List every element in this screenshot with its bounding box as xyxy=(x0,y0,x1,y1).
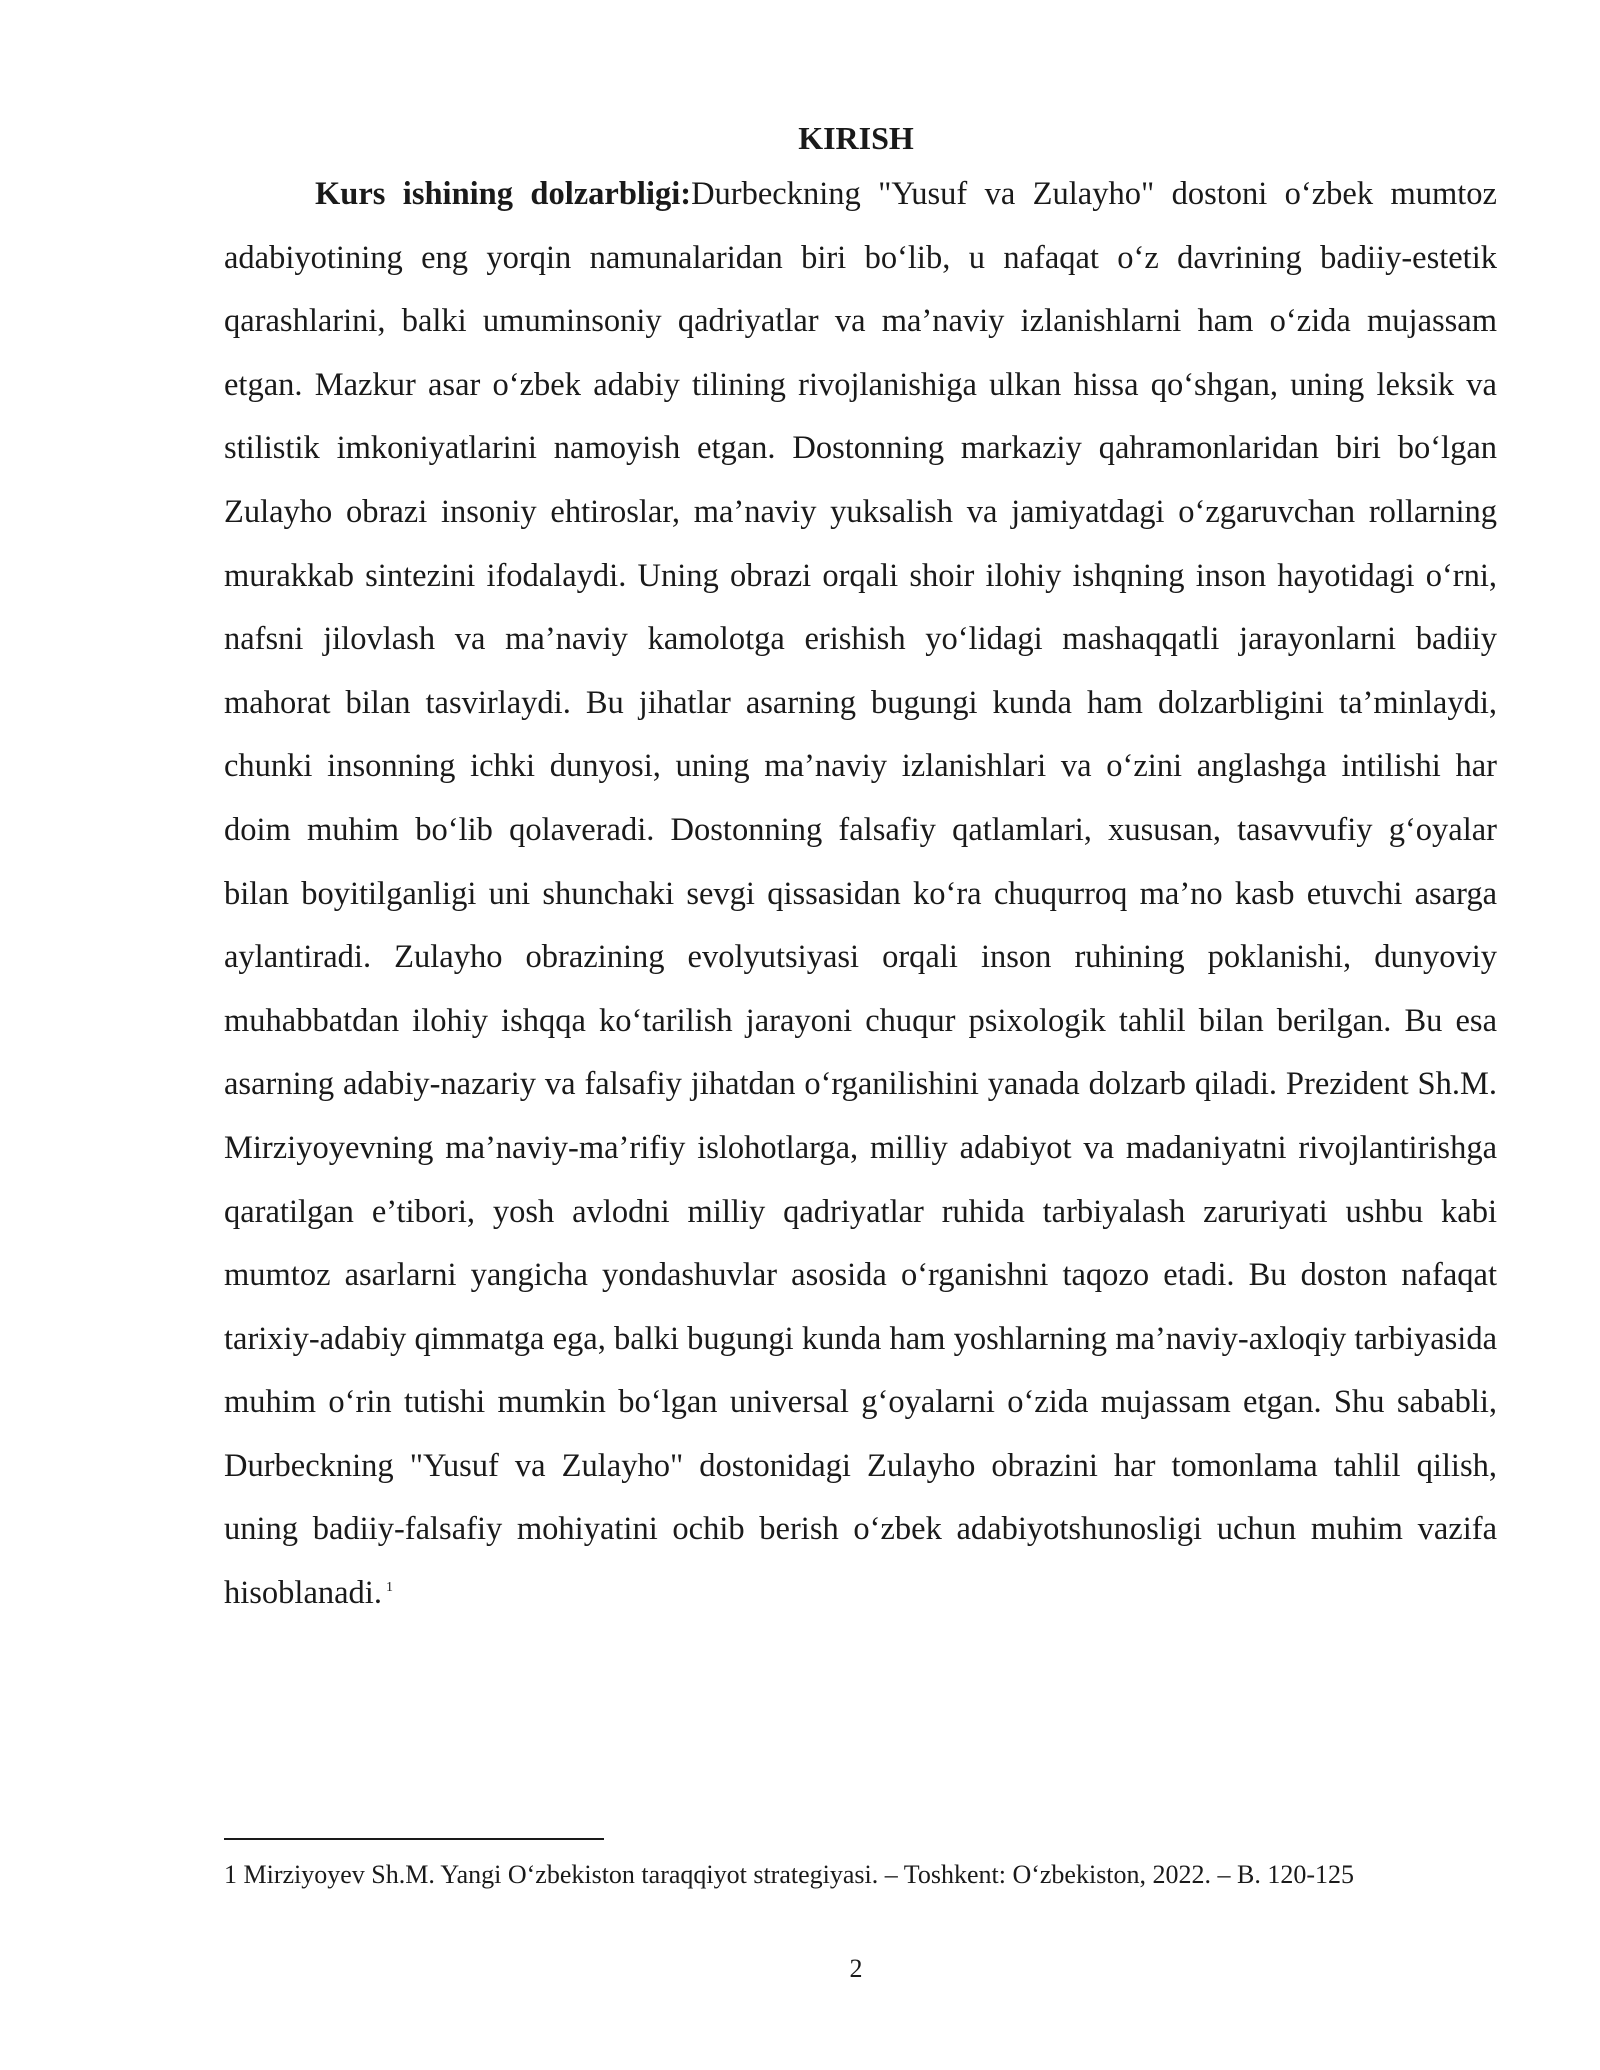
paragraph-text: Durbeckning "Yusuf va Zulayho" dostoni o‘zbek mumtoz adabiyotining eng yorqin namunalaridan biri bo‘lib, u nafaqat o‘z davrining badiiy-estetik qarashlarini, balki umuminsoniy qadriyatlar va ma’naviy izlanishlarni ham o‘zida mujassam etgan. Mazkur asar o‘zbek adabiy tilining rivojlanishiga ulkan hissa qo‘shgan, uning leksik va stilistik imkoniyatlarini namoyish etgan. Dostonning markaziy qahramonlaridan biri bo‘lgan Zulayho obrazi insoniy ehtiroslar, ma’naviy yuksalish va jamiyatdagi o‘zgaruvchan rollarning murakkab sintezini ifodalaydi. Uning obrazi orqali shoir ilohiy ishqning inson hayotidagi o‘rni, nafsni jilovlash va ma’naviy kamolotga erishish yo‘lidagi mashaqqatli jarayonlarni badiiy mahorat bilan tasvirlaydi. Bu jihatlar asarning bugungi kunda ham dolzarbligini ta’minlaydi, chunki insonning ichki dunyosi, uning ma’naviy izlanishlari va o‘zini anglashga intilishi har doim muhim bo‘lib qolaveradi. Dostonning falsafiy qatlamlari, xususan, tasavvufiy g‘oyalar bilan boyitilganligi uni shunchaki sevgi qissasidan ko‘ra chuqurroq ma’no kasb etuvchi asarga aylantiradi. Zulayho obrazining evolyutsiyasi orqali inson ruhining poklanishi, dunyoviy muhabbatdan ilohiy ishqqa ko‘tarilish jarayoni chuqur psixologik tahlil bilan berilgan. Bu esa asarning adabiy-nazariy va falsafiy jihatdan o‘rganilishini yanada dolzarb qiladi. Prezident Sh.M. Mirziyoyevning ma’naviy-ma’rifiy islohotlarga, milliy adabiyot va madaniyatni rivojlantirishga qaratilgan e’tibori, yosh avlodni milliy qadriyatlar ruhida tarbiyalash zaruriyati ushbu kabi mumtoz asarlarni yangicha yondashuvlar asosida o‘rganishni taqozo etadi. Bu doston nafaqat tarixiy-adabiy qimmatga ega, balki bugungi kunda ham yoshlarning ma’naviy-axloqiy tarbiyasida muhim o‘rin tutishi mumkin bo‘lgan universal g‘oyalarni o‘zida mujassam etgan. Shu sababli, Durbeckning "Yusuf va Zulayho" dostonidagi Zulayho obrazini har tomonlama tahlil qilish, uning badiiy-falsafiy mohiyatini ochib berish o‘zbek adabiyotshunosligi uchun muhim vazifa hisoblanadi. xyxy=(224,176,1497,1612)
body-paragraph xyxy=(224,163,1497,1626)
page-number: 2 xyxy=(849,1954,863,1983)
footnote-text: 1 Mirziyoyev Sh.M. Yangi O‘zbekiston taraqqiyot strategiyasi. – Toshkent: O‘zbekiston, 2022. – B. 120-125 xyxy=(224,1860,1355,1889)
lead-label: Kurs ishining dolzarbligi: xyxy=(315,176,692,212)
footnote-separator xyxy=(224,1838,604,1840)
footnote-reference[interactable]: 1 xyxy=(385,1580,393,1596)
page-heading: KIRISH xyxy=(798,120,914,156)
